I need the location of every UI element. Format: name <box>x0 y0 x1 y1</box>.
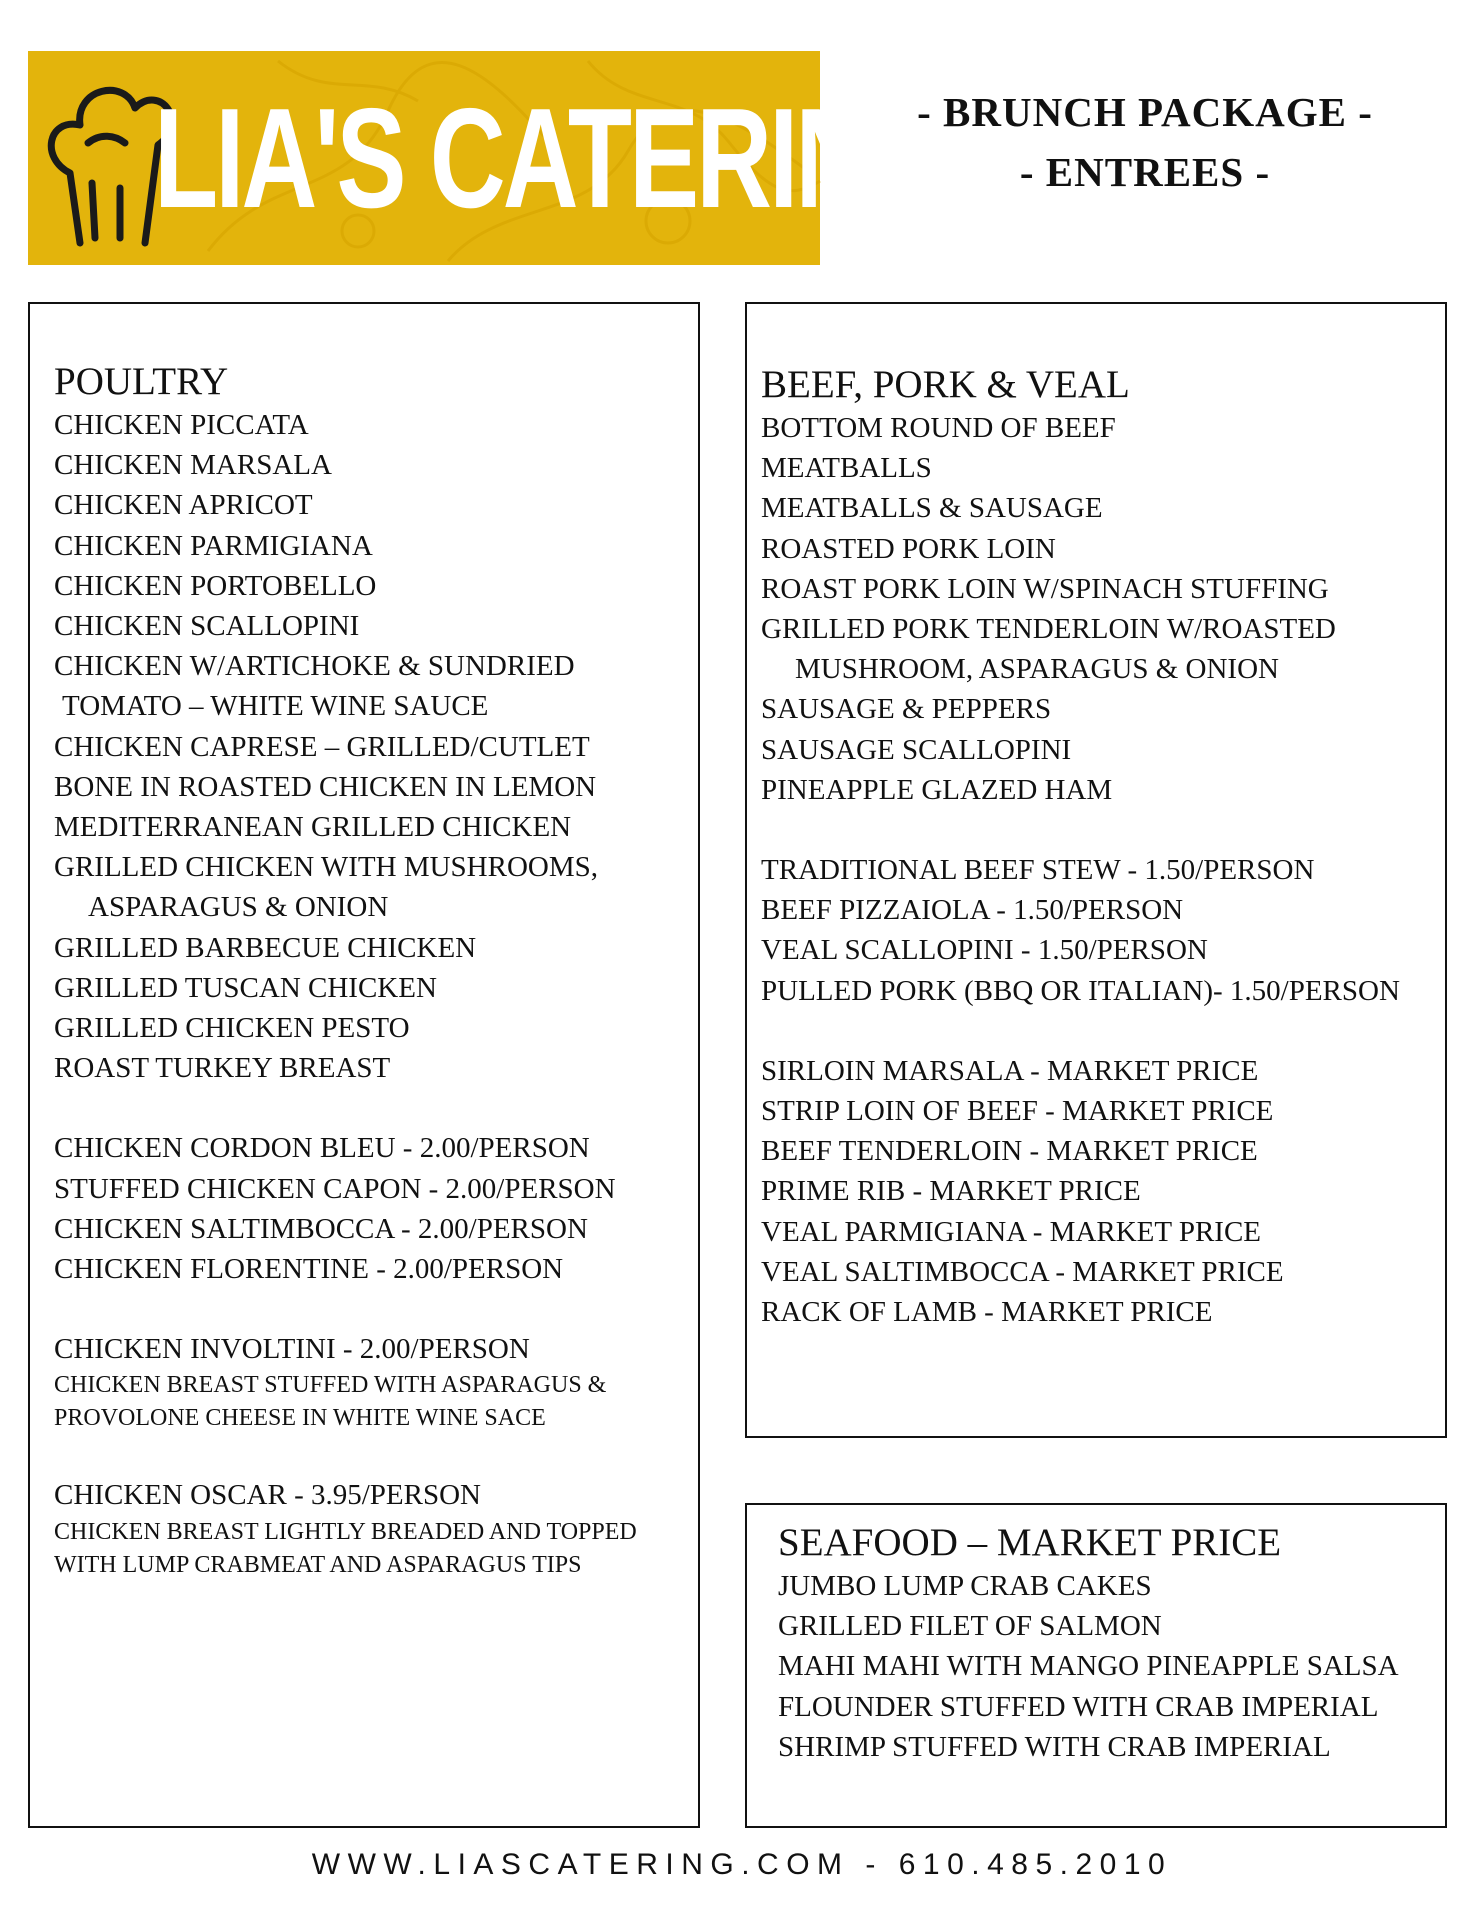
menu-item: MAHI MAHI WITH MANGO PINEAPPLE SALSA <box>778 1650 1399 1683</box>
menu-item: MEDITERRANEAN GRILLED CHICKEN <box>54 811 572 844</box>
section-title: POULTRY <box>54 360 229 403</box>
menu-item-market: RACK OF LAMB - MARKET PRICE <box>761 1296 1213 1329</box>
menu-item: JUMBO LUMP CRAB CAKES <box>778 1570 1152 1602</box>
seafood-section <box>745 1503 1447 1828</box>
menu-item: MEATBALLS <box>761 452 932 485</box>
section-title: BEEF, PORK & VEAL <box>761 363 1130 406</box>
package-title: - BRUNCH PACKAGE - <box>917 89 1373 135</box>
logo-banner <box>28 51 948 265</box>
menu-item: BOTTOM ROUND OF BEEF <box>761 412 1116 444</box>
menu-item: GRILLED FILET OF SALMON <box>778 1610 1162 1643</box>
logo-wordmark: LIA'S CATERING <box>154 79 948 238</box>
item-description: PROVOLONE CHEESE IN WHITE WINE SACE <box>54 1405 546 1432</box>
menu-item-market: VEAL SALTIMBOCCA - MARKET PRICE <box>761 1255 1284 1288</box>
menu-item-premium: STUFFED CHICKEN CAPON - 2.00/PERSON <box>54 1172 616 1205</box>
menu-item: ROAST PORK LOIN W/SPINACH STUFFING <box>761 572 1329 605</box>
menu-item-market: BEEF TENDERLOIN - MARKET PRICE <box>761 1135 1258 1168</box>
menu-item: ROAST TURKEY BREAST <box>54 1052 391 1085</box>
menu-item-premium: CHICKEN FLORENTINE - 2.00/PERSON <box>54 1253 564 1286</box>
menu-item: GRILLED TUSCAN CHICKEN <box>54 971 437 1004</box>
menu-item: MEATBALLS & SAUSAGE <box>761 492 1103 525</box>
menu-item: ROASTED PORK LOIN <box>761 532 1056 565</box>
menu-item: CHICKEN SCALLOPINI <box>54 610 360 643</box>
footer-contact[interactable]: WWW.LIASCATERING.COM - 610.485.2010 <box>311 1848 1173 1881</box>
menu-item: GRILLED CHICKEN WITH MUSHROOMS, <box>54 851 599 884</box>
menu-item: GRILLED CHICKEN PESTO <box>54 1012 410 1045</box>
menu-item: CHICKEN CAPRESE – GRILLED/CUTLET <box>54 730 590 763</box>
menu-item-premium: CHICKEN SALTIMBOCCA - 2.00/PERSON <box>54 1212 588 1245</box>
menu-item: SHRIMP STUFFED WITH CRAB IMPERIAL <box>778 1730 1331 1763</box>
menu-item: CHICKEN PORTOBELLO <box>54 569 377 602</box>
menu-item: CHICKEN PARMIGIANA <box>54 529 373 562</box>
menu-item-market: VEAL PARMIGIANA - MARKET PRICE <box>761 1215 1262 1248</box>
menu-item-premium: BEEF PIZZAIOLA - 1.50/PERSON <box>761 894 1184 927</box>
menu-item: GRILLED BARBECUE CHICKEN <box>54 931 477 964</box>
menu-item-premium: CHICKEN CORDON BLEU - 2.00/PERSON <box>54 1132 590 1165</box>
beef-pork-veal-section <box>745 302 1447 1438</box>
menu-item-premium: PULLED PORK (BBQ OR ITALIAN)- 1.50/PERSON <box>761 974 1400 1007</box>
menu-item-continued: MUSHROOM, ASPARAGUS & ONION <box>795 653 1279 686</box>
menu-item-oscar: CHICKEN OSCAR - 3.95/PERSON <box>54 1479 481 1512</box>
menu-item: FLOUNDER STUFFED WITH CRAB IMPERIAL <box>778 1690 1379 1723</box>
menu-item-continued: ASPARAGUS & ONION <box>88 891 389 924</box>
menu-item: SAUSAGE SCALLOPINI <box>761 733 1072 766</box>
item-description: CHICKEN BREAST LIGHTLY BREADED AND TOPPED <box>54 1518 637 1545</box>
item-description: CHICKEN BREAST STUFFED WITH ASPARAGUS & <box>54 1372 607 1399</box>
menu-item-market: PRIME RIB - MARKET PRICE <box>761 1175 1141 1208</box>
menu-item: BONE IN ROASTED CHICKEN IN LEMON <box>54 770 597 803</box>
menu-item-market: STRIP LOIN OF BEEF - MARKET PRICE <box>761 1095 1274 1128</box>
menu-item: GRILLED PORK TENDERLOIN W/ROASTED <box>761 613 1336 646</box>
menu-item-market: SIRLOIN MARSALA - MARKET PRICE <box>761 1054 1259 1087</box>
menu-item-involtini: CHICKEN INVOLTINI - 2.00/PERSON <box>54 1333 530 1366</box>
menu-item: PINEAPPLE GLAZED HAM <box>761 773 1113 806</box>
poultry-section <box>28 302 700 1828</box>
menu-item: CHICKEN PICCATA <box>54 409 309 441</box>
item-description: WITH LUMP CRABMEAT AND ASPARAGUS TIPS <box>54 1551 582 1578</box>
menu-item: CHICKEN APRICOT <box>54 489 313 522</box>
section-title: SEAFOOD – MARKET PRICE <box>778 1521 1282 1564</box>
menu-item: CHICKEN W/ARTICHOKE & SUNDRIED <box>54 650 575 683</box>
menu-item-continued: TOMATO – WHITE WINE SAUCE <box>62 690 489 723</box>
menu-item: CHICKEN MARSALA <box>54 449 332 482</box>
menu-item-premium: VEAL SCALLOPINI - 1.50/PERSON <box>761 934 1208 967</box>
menu-item: SAUSAGE & PEPPERS <box>761 693 1052 726</box>
menu-item-premium: TRADITIONAL BEEF STEW - 1.50/PERSON <box>761 854 1315 887</box>
package-subtitle: - ENTREES - <box>1019 149 1271 195</box>
